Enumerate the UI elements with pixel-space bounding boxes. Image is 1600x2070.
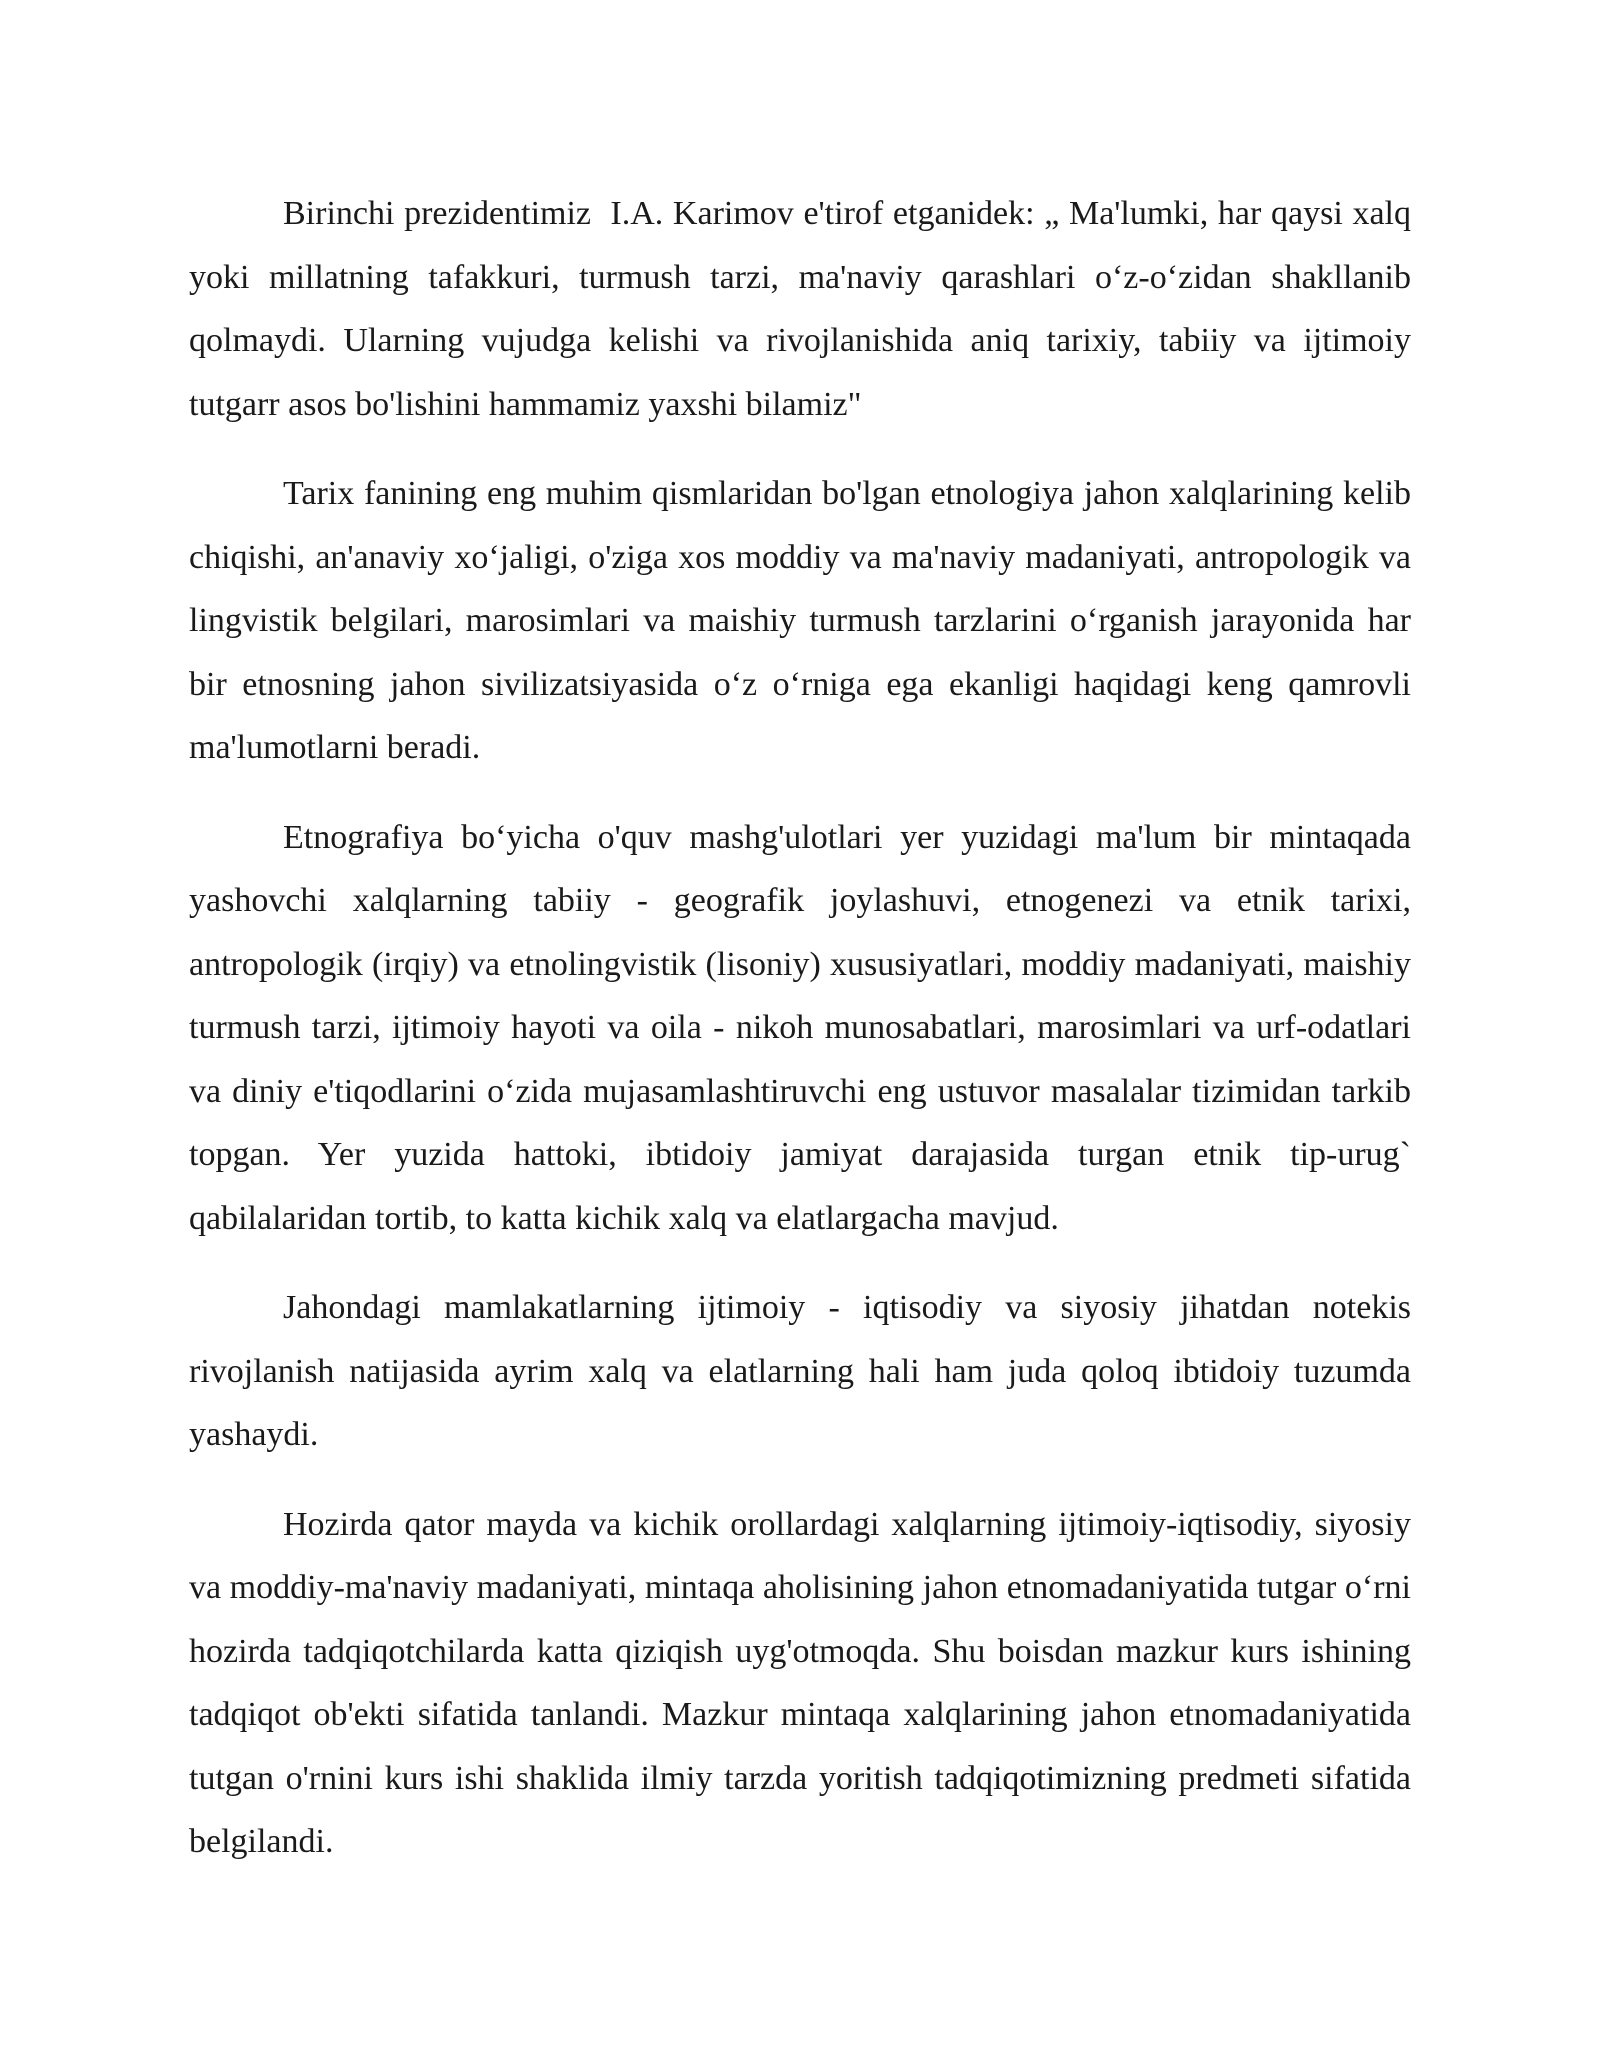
paragraph-5: Hozirda qator mayda va kichik orollardagi xalqlarning ijtimoiy-iqtisodiy, siyosiy va moddiy-ma'naviy madaniyati, mintaqa aholisining jahon etnomadaniyatida tutgar oʻrni hozirda tadqiqotchilarda katta qiziqish uyg'otmoqda. Shu boisdan mazkur kurs ishining tadqiqot ob'ekti sifatida tanlandi. Mazkur mintaqa xalqlarining jahon etnomadaniyatida tutgan o'rnini kurs ishi shaklida ilmiy tarzda yoritish tadqiqotimizning predmeti sifatida belgilandi. xyxy=(189,1505,1420,1860)
paragraph-1: Birinchi prezidentimiz I.A. Karimov e'tirof etganidek: „ Ma'lumki, har qaysi xalq yoki millatning tafakkuri, turmush tarzi, ma'naviy qarashlari oʻz-oʻzidan shakllanib qolmaydi. Ularning vujudga kelishi va rivojlanishida aniq tarixiy, tabiiy va ijtimoiy tutgarr asos bo'lishini hammamiz yaxshi bilamiz" xyxy=(189,195,1420,423)
paragraph-4: Jahondagi mamlakatlarning ijtimoiy - iqtisodiy va siyosiy jihatdan notekis rivojlanish natijasida ayrim xalq va elatlarning hali ham juda qoloq ibtidoiy tuzumda yashaydi. xyxy=(189,1289,1420,1453)
paragraph-2: Tarix fanining eng muhim qismlaridan bo'lgan etnologiya jahon xalqlarining kelib chiqishi, an'anaviy xoʻjaligi, o'ziga xos moddiy va ma'naviy madaniyati, antropologik va lingvistik belgilari, marosimlari va maishiy turmush tarzlarini oʻrganish jarayonida har bir etnosning jahon sivilizatsiyasida oʻz oʻrniga ega ekanligi haqidagi keng qamrovli ma'lumotlarni beradi. xyxy=(189,475,1420,766)
paragraph-3: Etnografiya boʻyicha o'quv mashg'ulotlari yer yuzidagi ma'lum bir mintaqada yashovchi xalqlarning tabiiy - geografik joylashuvi, etnogenezi va etnik tarixi, antropologik (irqiy) va etnolingvistik (lisoniy) xususiyatlari, moddiy madaniyati, maishiy turmush tarzi, ijtimoiy hayoti va oila - nikoh munosabatlari, marosimlari va urf-odatlari va diniy e'tiqodlarini oʻzida mujasamlashtiruvchi eng ustuvor masalalar tizimidan tarkib topgan. Yer yuzida hattoki, ibtidoiy jamiyat darajasida turgan etnik tip-urug` qabilalaridan tortib, to katta kichik xalq va elatlargacha mavjud. xyxy=(189,818,1420,1237)
document-body xyxy=(189,182,1420,1900)
